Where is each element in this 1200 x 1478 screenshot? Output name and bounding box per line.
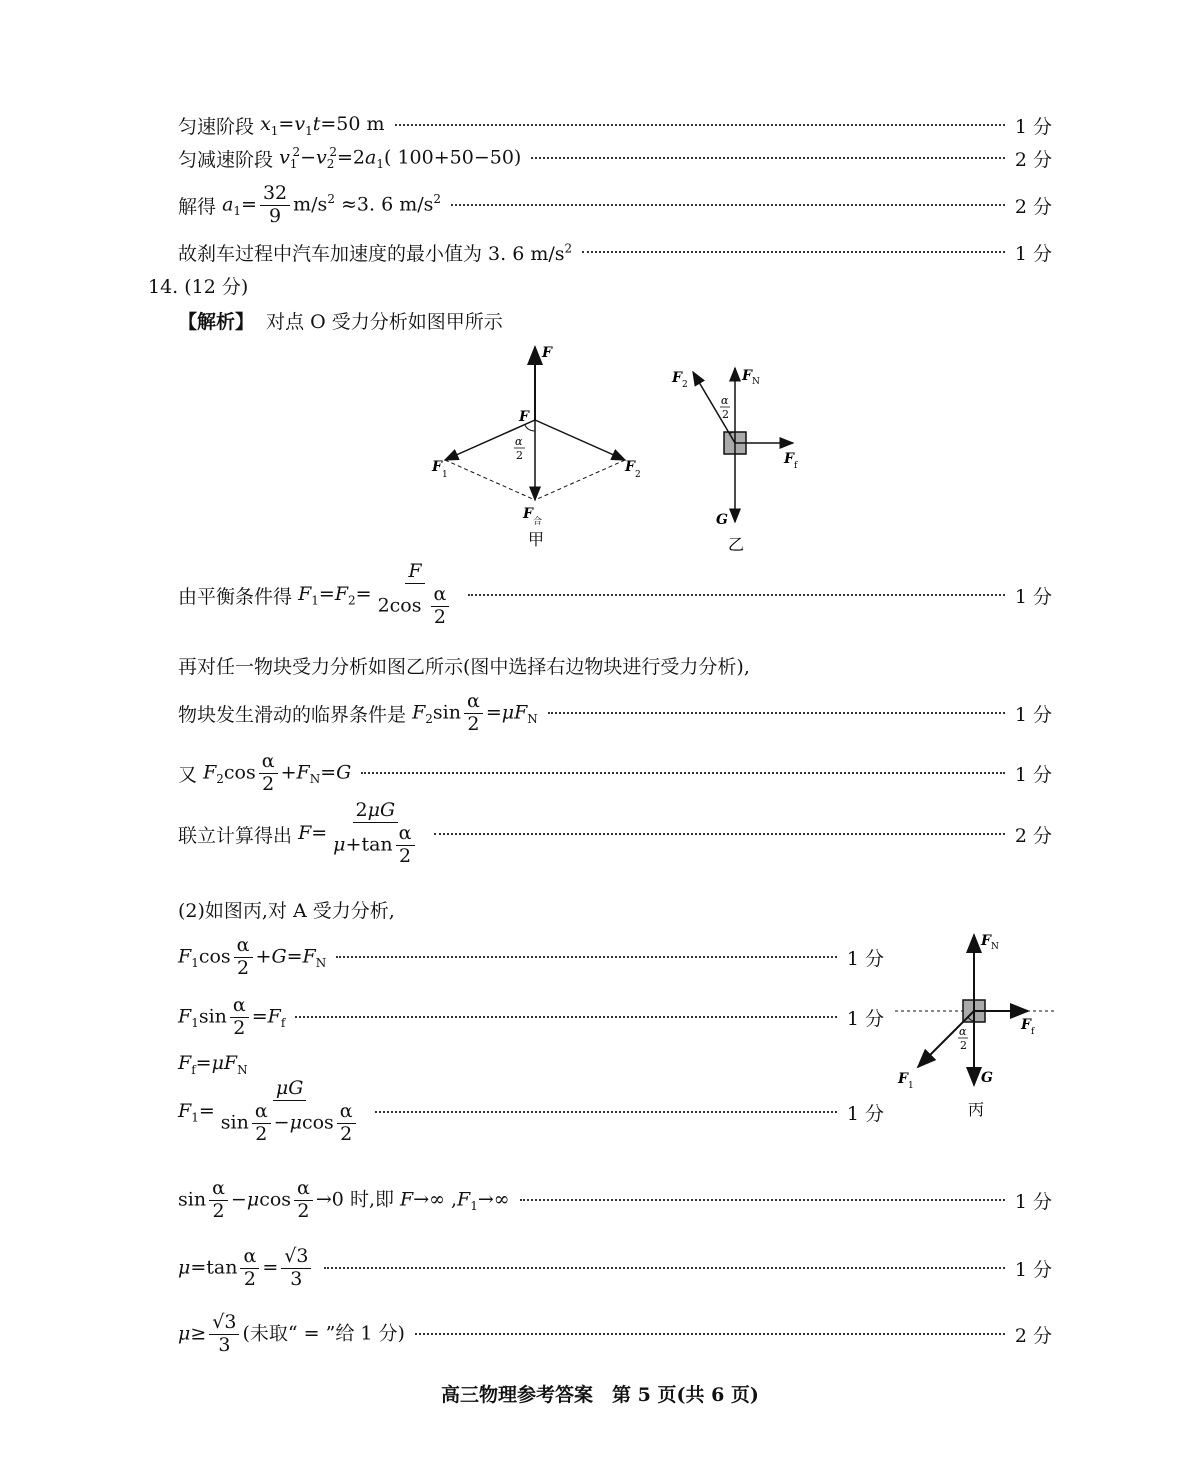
leader-dots: [336, 956, 837, 958]
svg-text:F: F: [672, 370, 682, 386]
line-decel-stage: 匀减速阶段 $v_1^2-v_2^2=2a_1$( 100+50−50) 2 分: [178, 144, 1052, 172]
svg-text:F: F: [784, 451, 794, 467]
score: 2 分: [1014, 195, 1052, 218]
svg-text:2: 2: [960, 1039, 967, 1052]
leader-dots: [324, 1267, 1004, 1269]
leader-dots: [531, 157, 1005, 159]
leader-dots: [415, 1333, 1005, 1335]
score: 1 分: [1014, 1190, 1052, 1213]
svg-text:F: F: [625, 459, 635, 475]
line-p2a: $F_1\cos$ $\frac{\alpha}{2}$ $+G=F_N$ 1 分: [178, 933, 884, 979]
svg-text:F: F: [1021, 1017, 1031, 1033]
score: 2 分: [1014, 1324, 1052, 1347]
score: 1 分: [1014, 1258, 1052, 1281]
score: 1 分: [846, 1007, 884, 1030]
svg-text:1: 1: [908, 1081, 914, 1091]
line-p2e: sin $\frac{\alpha}{2}$ −μcos $\frac{\alpha}{2}$ →0 时,即 F→∞ $,F_1\to\infty$ 1 分: [178, 1176, 1052, 1222]
line-also: 又 $F_2\cos$ $\frac{\alpha}{2}$ $+F_N=G$ 1 分: [178, 749, 1052, 795]
leader-dots: [451, 204, 1005, 206]
score: 1 分: [846, 1102, 884, 1125]
score: 2 分: [1014, 148, 1052, 171]
svg-text:F: F: [542, 345, 552, 361]
svg-text:2: 2: [722, 408, 729, 421]
svg-text:2: 2: [516, 449, 523, 462]
svg-text:乙: 乙: [728, 535, 745, 554]
svg-text:2: 2: [682, 380, 688, 390]
leader-dots: [361, 772, 1005, 774]
score: 1 分: [1014, 763, 1052, 786]
svg-text:2: 2: [635, 470, 641, 480]
svg-text:F: F: [432, 459, 442, 475]
score: 1 分: [846, 947, 884, 970]
svg-text:F: F: [981, 933, 991, 949]
svg-text:N: N: [991, 942, 999, 952]
dashed-left: [445, 460, 535, 500]
svg-text:甲: 甲: [528, 530, 545, 549]
page-footer: 高三物理参考答案 第 5 页(共 6 页): [441, 1384, 759, 1406]
leader-dots: [520, 1199, 1005, 1201]
svg-text:α: α: [515, 435, 523, 448]
leader-dots: [548, 712, 1005, 714]
line-p2g: μ≥ $\frac{√3}{3}$ (未取“ = ”给 1 分) 2 分: [178, 1310, 1052, 1356]
figure-jia: [420, 335, 660, 555]
svg-text:f: f: [794, 461, 798, 471]
svg-text:α: α: [721, 394, 729, 407]
svg-text:α: α: [959, 1025, 967, 1038]
line-p2f: μ=tan $\frac{\alpha}{2}$ = $\frac{√3}{3}$ 1 分: [178, 1244, 1052, 1290]
svg-text:G: G: [716, 512, 728, 528]
again-line: 再对任一物块受力分析如图乙所示(图中选择右边物块进行受力分析),: [178, 656, 750, 678]
score: 1 分: [1014, 703, 1052, 726]
part2-line: (2)如图丙,对 A 受力分析,: [178, 900, 395, 922]
svg-text:N: N: [752, 377, 760, 387]
leader-dots: [434, 833, 1005, 835]
svg-text:1: 1: [442, 470, 448, 480]
score: 1 分: [1014, 242, 1052, 265]
svg-text:F: F: [898, 1071, 908, 1087]
dashed-right: [535, 460, 625, 500]
line-balance: 由平衡条件得 $F_1=F_2=$ F 2cos $\frac{\alpha}{2}$ 1 分: [178, 560, 1052, 628]
svg-text:F: F: [742, 368, 752, 384]
question-header: 14. (12 分): [148, 276, 249, 298]
score: 2 分: [1014, 824, 1052, 847]
leader-dots: [295, 1016, 837, 1018]
leader-dots: [395, 124, 1005, 126]
leader-dots: [582, 251, 1005, 253]
line-uniform-stage: 匀速阶段 $x_1=v_1t=50$ m 1 分: [178, 112, 1052, 138]
score: 1 分: [1014, 585, 1052, 608]
svg-text:丙: 丙: [968, 1100, 985, 1119]
line-p2d: $F_1=$ μG sin $\frac{\alpha}{2}$ −μcos $\frac{\alpha}{2}$ 1 分: [178, 1077, 884, 1145]
line-combine: 联立计算得出 F= 2μG μ+tan $\frac{\alpha}{2}$ 2 分: [178, 799, 1052, 867]
svg-text:F: F: [519, 409, 529, 425]
line-p2c: $F_f=\mu F_N$: [178, 1052, 248, 1077]
figure-bing: [890, 925, 1060, 1125]
svg-text:合: 合: [533, 517, 543, 527]
leader-dots: [375, 1111, 837, 1113]
line-min-accel: 故刹车过程中汽车加速度的最小值为 3. 6 $m/s^2$ 1 分: [178, 237, 1052, 267]
figure-yi: [660, 360, 810, 555]
line-solve-a1: 解得 $a_1=$ $\frac{32}{9}$ $m/s^2 \approx 3$. 6 $m/s^2$ 2 分: [178, 181, 1052, 227]
score: 1 分: [1014, 115, 1052, 138]
analysis-line: 【解析】 对点 O 受力分析如图甲所示: [178, 311, 503, 333]
arrow-F2: [535, 420, 625, 460]
line-critical: 物块发生滑动的临界条件是 $F_2\sin$ $\frac{\alpha}{2}$ $=\mu F_N$ 1 分: [178, 689, 1052, 735]
svg-text:F: F: [523, 506, 533, 522]
svg-text:f: f: [1031, 1027, 1035, 1037]
line-p2b: $F_1\sin$ $\frac{\alpha}{2}$ $=F_f$ 1 分: [178, 993, 884, 1039]
svg-text:G: G: [981, 1070, 993, 1086]
leader-dots: [468, 594, 1004, 596]
